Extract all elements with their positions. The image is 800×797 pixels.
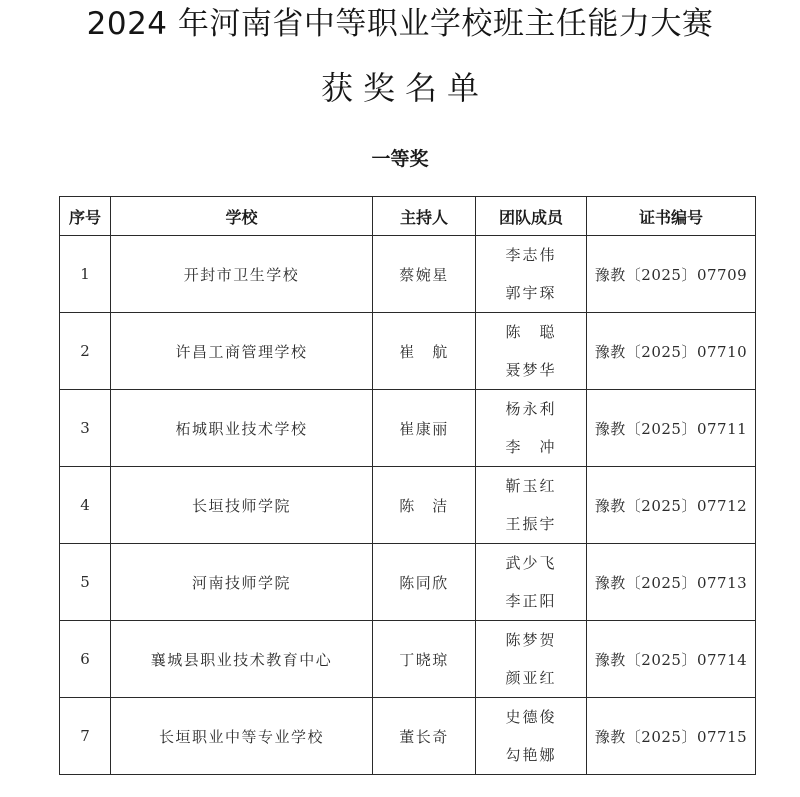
cell-seq: 4 (60, 467, 111, 544)
cell-host: 蔡婉星 (373, 236, 476, 313)
team-member: 郭宇琛 (505, 284, 557, 302)
team-member: 王振宇 (505, 515, 557, 533)
cell-host: 丁晓琼 (373, 621, 476, 698)
cell-school: 长垣技师学院 (111, 467, 373, 544)
cell-cert: 豫教〔2025〕07710 (587, 313, 756, 390)
table-row (60, 467, 756, 544)
cell-school: 长垣职业中等专业学校 (111, 698, 373, 775)
cell-host: 陈 洁 (373, 467, 476, 544)
cell-cert: 豫教〔2025〕07709 (587, 236, 756, 313)
cell-seq: 3 (60, 390, 111, 467)
section-title: 一等奖 (371, 148, 429, 170)
cell-school: 襄城县职业技术教育中心 (111, 621, 373, 698)
cell-team (476, 313, 587, 390)
awards-table (59, 196, 756, 775)
cell-seq: 7 (60, 698, 111, 775)
cell-host: 陈同欣 (373, 544, 476, 621)
team-member: 陈梦贺 (505, 631, 557, 649)
cell-host: 崔 航 (373, 313, 476, 390)
cell-school: 河南技师学院 (111, 544, 373, 621)
cell-school: 开封市卫生学校 (111, 236, 373, 313)
header-host: 主持人 (373, 197, 476, 236)
team-member: 陈 聪 (505, 323, 557, 341)
cell-seq: 1 (60, 236, 111, 313)
table-row (60, 544, 756, 621)
table-header-row (60, 197, 756, 236)
table-row (60, 313, 756, 390)
cell-team (476, 544, 587, 621)
table-row (60, 390, 756, 467)
cell-cert: 豫教〔2025〕07713 (587, 544, 756, 621)
table-row (60, 236, 756, 313)
cell-team (476, 698, 587, 775)
cell-seq: 2 (60, 313, 111, 390)
team-member: 李正阳 (505, 592, 557, 610)
team-member: 聂梦华 (505, 361, 557, 379)
table-row (60, 621, 756, 698)
document-title: 2024 年河南省中等职业学校班主任能力大赛 (86, 6, 714, 42)
team-member: 李志伟 (505, 246, 557, 264)
header-school: 学校 (111, 197, 373, 236)
team-member: 李 冲 (505, 438, 557, 456)
team-member: 杨永利 (505, 400, 557, 418)
cell-seq: 5 (60, 544, 111, 621)
cell-team (476, 236, 587, 313)
header-cert: 证书编号 (587, 197, 756, 236)
cell-team (476, 390, 587, 467)
cell-team (476, 467, 587, 544)
header-seq: 序号 (60, 197, 111, 236)
team-member: 武少飞 (505, 554, 557, 572)
table-row (60, 698, 756, 775)
cell-team (476, 621, 587, 698)
document-subtitle: 获奖名单 (320, 69, 489, 107)
team-member: 颜亚红 (505, 669, 557, 687)
cell-seq: 6 (60, 621, 111, 698)
team-member: 靳玉红 (505, 477, 557, 495)
header-team: 团队成员 (476, 197, 587, 236)
cell-host: 崔康丽 (373, 390, 476, 467)
team-member: 史德俊 (505, 708, 557, 726)
cell-cert: 豫教〔2025〕07711 (587, 390, 756, 467)
cell-school: 柘城职业技术学校 (111, 390, 373, 467)
team-member: 勾艳娜 (505, 746, 557, 764)
cell-host: 董长奇 (373, 698, 476, 775)
cell-school: 许昌工商管理学校 (111, 313, 373, 390)
cell-cert: 豫教〔2025〕07712 (587, 467, 756, 544)
cell-cert: 豫教〔2025〕07714 (587, 621, 756, 698)
cell-cert: 豫教〔2025〕07715 (587, 698, 756, 775)
